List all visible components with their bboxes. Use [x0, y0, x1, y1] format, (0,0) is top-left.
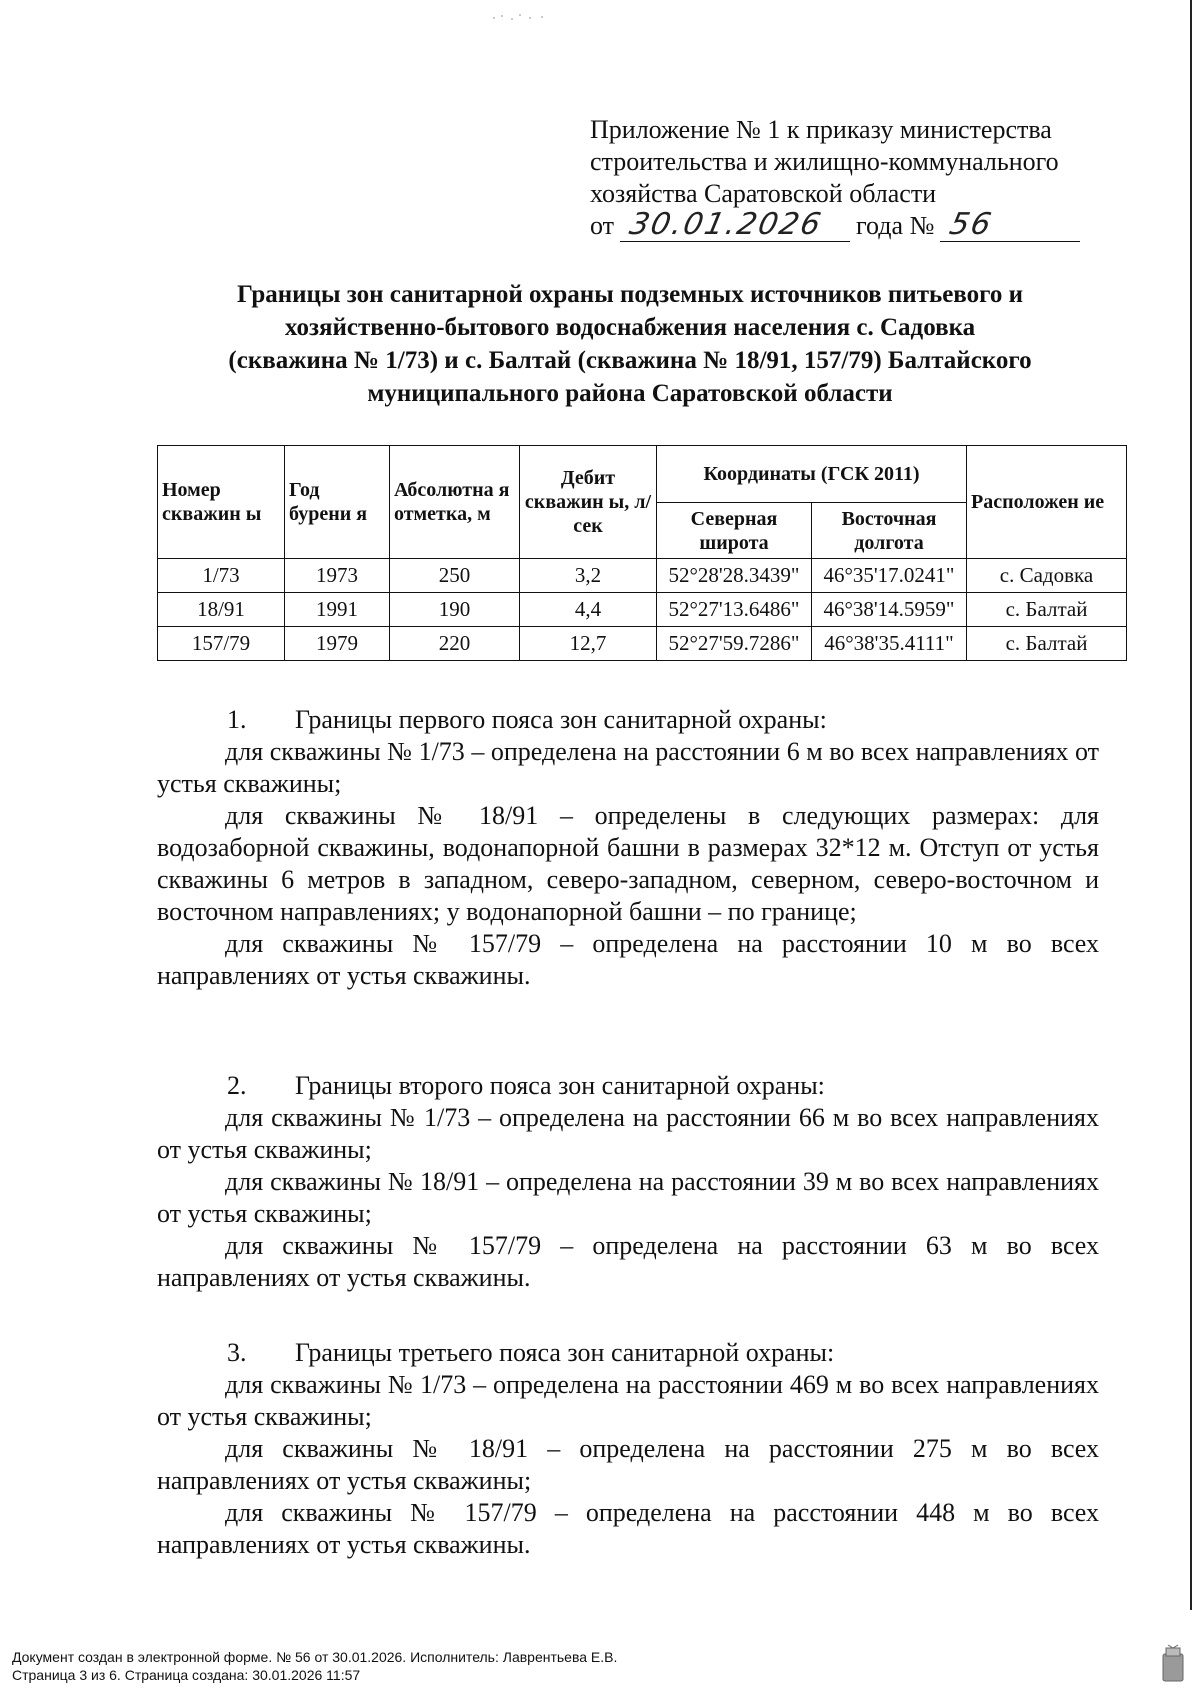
header-east: Восточная долгота [812, 503, 967, 559]
section-1-paragraph-2: для скважины № 18/91 – определены в следующих размерах: для водозаборной скважины, водонапорной башни в размерах 32*12 м. Отступ от устья скважины 6 метров в западном, северо-западном, северном, северо-восточном и восточном направлениях; у водонапорной башни – по границе; [157, 801, 1099, 926]
section-1-paragraph-1: для скважины № 1/73 – определена на расстоянии 6 м во всех направлениях от устья скважины; [157, 737, 1099, 798]
section-3-number: 3. [227, 1338, 247, 1367]
header-location: Расположен ие [967, 446, 1127, 559]
cell-well: 157/79 [158, 627, 285, 661]
cell-debit: 3,2 [520, 559, 657, 593]
document-stamp-icon [1162, 1644, 1184, 1682]
section-1-paragraph-3: для скважины № 157/79 – определена на расстоянии 10 м во всех направлениях от устья скважины. [157, 929, 1099, 990]
section-1-number: 1. [227, 705, 247, 734]
section-3-heading-text: Границы третьего пояса зон санитарной охраны: [295, 1338, 835, 1367]
section-1-heading-text: Границы первого пояса зон санитарной охраны: [295, 705, 827, 734]
table-row [158, 593, 1127, 627]
cell-east: 46°38'14.5959" [812, 593, 967, 627]
section-3 [157, 1337, 1099, 1561]
cell-debit: 12,7 [520, 627, 657, 661]
header-coordinates: Координаты (ГСК 2011) [657, 446, 967, 503]
appendix-block [590, 114, 1110, 242]
title-line-3: (скважина № 1/73) и с. Балтай (скважина № 18/91, 157/79) Балтайского [228, 347, 1032, 374]
cell-year: 1991 [285, 593, 390, 627]
date-field [620, 207, 850, 242]
header-debit: Дебит скважин ы, л/сек [520, 446, 657, 559]
header-abs-mark: Абсолютна я отметка, м [390, 446, 520, 559]
section-2-heading-text: Границы второго пояса зон санитарной охраны: [295, 1071, 825, 1100]
title-line-1: Границы зон санитарной охраны подземных источников питьевого и [237, 281, 1023, 308]
scan-edge-line [1190, 0, 1192, 1610]
table-row [158, 559, 1127, 593]
appendix-date-line [590, 207, 1110, 242]
cell-north: 52°28'28.3439" [657, 559, 812, 593]
section-3-heading [157, 1337, 1099, 1369]
table-row [158, 627, 1127, 661]
section-2-paragraph-1: для скважины № 1/73 – определена на расстоянии 66 м во всех направлениях от устья скважины; [157, 1103, 1099, 1164]
appendix-line-3: хозяйства Саратовской области [590, 179, 937, 208]
scan-noise [490, 12, 550, 22]
appendix-line-1: Приложение № 1 к приказу министерства [590, 115, 1052, 144]
title-line-4: муниципального района Саратовской области [367, 380, 893, 407]
section-2-heading [157, 1070, 1099, 1102]
document-footer [12, 1648, 617, 1684]
section-1-heading [157, 704, 1099, 736]
cell-debit: 4,4 [520, 593, 657, 627]
cell-mark: 250 [390, 559, 520, 593]
footer-line-2: Страница 3 из 6. Страница создана: 30.01.2026 11:57 [12, 1667, 361, 1683]
section-1 [157, 704, 1099, 992]
cell-location: с. Балтай [967, 593, 1127, 627]
wells-table [157, 445, 1127, 661]
cell-mark: 220 [390, 627, 520, 661]
section-2 [157, 1070, 1099, 1294]
cell-east: 46°38'35.4111" [812, 627, 967, 661]
cell-location: с. Садовка [967, 559, 1127, 593]
section-3-paragraph-1: для скважины № 1/73 – определена на расстоянии 469 м во всех направлениях от устья скважины; [157, 1370, 1099, 1431]
title-line-2: хозяйственно-бытового водоснабжения населения с. Садовка [284, 314, 976, 341]
cell-east: 46°35'17.0241" [812, 559, 967, 593]
section-2-paragraph-2: для скважины № 18/91 – определена на расстоянии 39 м во всех направлениях от устья скважины; [157, 1167, 1099, 1228]
number-field [940, 207, 1080, 242]
cell-year: 1979 [285, 627, 390, 661]
handwritten-date: 30.01.2026 [626, 207, 826, 242]
header-well-number: Номер скважин ы [158, 446, 285, 559]
handwritten-number: 56 [946, 207, 997, 242]
cell-well: 18/91 [158, 593, 285, 627]
section-3-paragraph-2: для скважины № 18/91 – определена на расстоянии 275 м во всех направлениях от устья скважины; [157, 1434, 1099, 1495]
section-3-paragraph-3: для скважины № 157/79 – определена на расстоянии 448 м во всех направлениях от устья скважины. [157, 1498, 1099, 1559]
header-north: Северная широта [657, 503, 812, 559]
document-title [150, 278, 1110, 410]
from-label: от [590, 211, 615, 240]
appendix-line-2: строительства и жилищно-коммунального [590, 147, 1059, 176]
year-number-label: года № [856, 211, 935, 240]
cell-mark: 190 [390, 593, 520, 627]
cell-location: с. Балтай [967, 627, 1127, 661]
footer-line-1: Документ создан в электронной форме. № 56 от 30.01.2026. Исполнитель: Лаврентьева Е.В. [12, 1649, 618, 1665]
cell-year: 1973 [285, 559, 390, 593]
section-2-number: 2. [227, 1071, 247, 1100]
section-2-paragraph-3: для скважины № 157/79 – определена на расстоянии 63 м во всех направлениях от устья скважины. [157, 1231, 1099, 1292]
cell-well: 1/73 [158, 559, 285, 593]
cell-north: 52°27'59.7286" [657, 627, 812, 661]
header-drill-year: Год бурени я [285, 446, 390, 559]
cell-north: 52°27'13.6486" [657, 593, 812, 627]
